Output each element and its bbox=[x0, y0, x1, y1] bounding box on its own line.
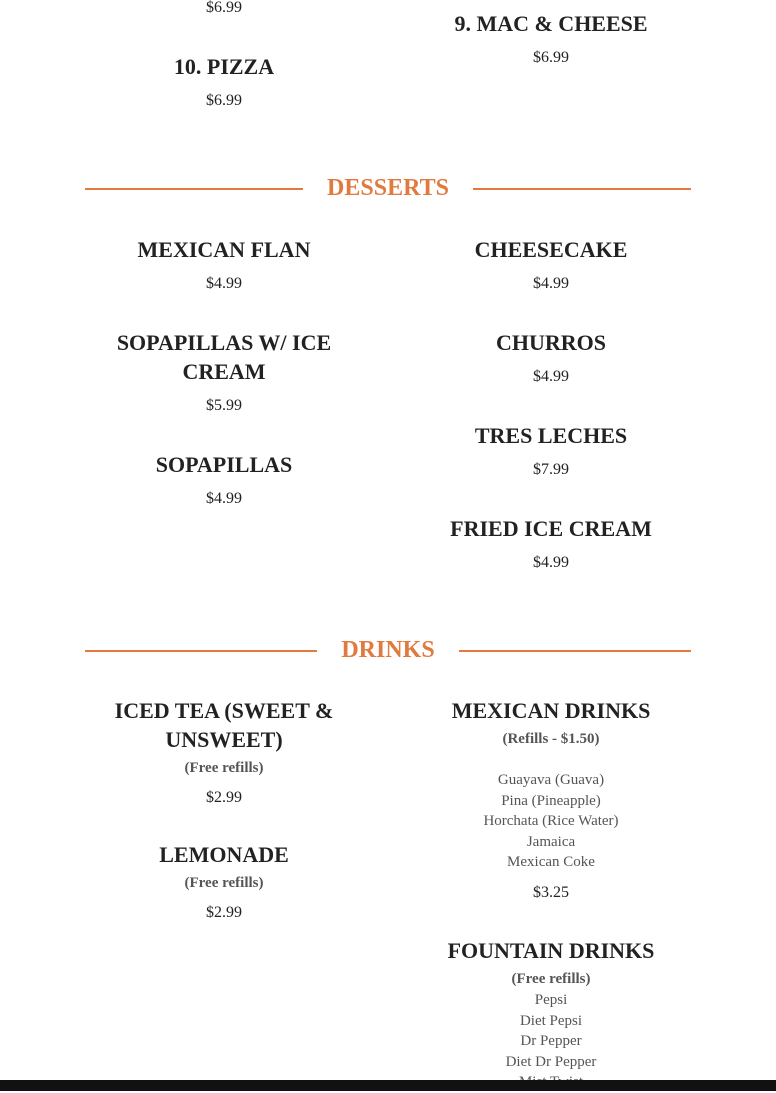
item-price: $4.99 bbox=[533, 275, 569, 292]
drink-option: Diet Pepsi bbox=[519, 1012, 583, 1029]
item-price: $4.99 bbox=[206, 490, 242, 507]
item-name-cheesecake: CHEESECAKE bbox=[474, 237, 628, 262]
item-price: $6.99 bbox=[206, 0, 242, 16]
drink-option: Pina (Pineapple) bbox=[501, 792, 601, 809]
item-name-sopapillas-ice-cream: SOPAPILLAS W/ ICE CREAM bbox=[116, 330, 332, 384]
item-price: $4.99 bbox=[533, 554, 569, 571]
section-divider-left bbox=[85, 650, 317, 652]
item-note: (Free refills) bbox=[184, 875, 264, 891]
item-price: $4.99 bbox=[533, 368, 569, 385]
section-title-desserts: DESSERTS bbox=[327, 175, 449, 201]
section-divider-left bbox=[85, 188, 303, 190]
item-price: $6.99 bbox=[206, 92, 242, 109]
item-name-iced-tea: ICED TEA (SWEET & UNSWEET) bbox=[114, 698, 334, 752]
item-price: $4.99 bbox=[206, 275, 242, 292]
drink-option: Diet Dr Pepper bbox=[505, 1053, 597, 1070]
item-price: $2.99 bbox=[206, 789, 242, 806]
item-name-sopapillas: SOPAPILLAS bbox=[155, 452, 293, 477]
item-name-mac-cheese: 9. MAC & CHEESE bbox=[454, 11, 648, 36]
drink-option: Guayava (Guava) bbox=[497, 772, 605, 788]
item-name-fountain-drinks: FOUNTAIN DRINKS bbox=[447, 938, 655, 963]
item-name-mexican-flan: MEXICAN FLAN bbox=[137, 237, 311, 262]
item-price: $7.99 bbox=[533, 461, 569, 478]
item-name-pizza: 10. PIZZA bbox=[173, 54, 275, 79]
section-divider-right bbox=[459, 650, 691, 652]
drink-option: Horchata (Rice Water) bbox=[483, 813, 619, 830]
section-title-drinks: DRINKS bbox=[341, 637, 435, 663]
item-name-fried-ice-cream: FRIED ICE CREAM bbox=[450, 516, 652, 541]
drink-option: Pepsi bbox=[534, 992, 568, 1008]
section-divider-right bbox=[473, 188, 691, 190]
bottom-bar bbox=[0, 1080, 776, 1091]
item-price: $2.99 bbox=[206, 904, 242, 921]
item-name-tres-leches: TRES LECHES bbox=[474, 423, 628, 448]
item-price: $6.99 bbox=[533, 49, 569, 66]
item-note: (Free refills) bbox=[184, 760, 264, 776]
drink-option: Dr Pepper bbox=[520, 1033, 582, 1050]
fountain-drinks-options bbox=[401, 990, 701, 1093]
item-name-mexican-drinks: MEXICAN DRINKS bbox=[451, 698, 651, 723]
item-name-lemonade: LEMONADE bbox=[159, 842, 289, 867]
item-name-churros: CHURROS bbox=[495, 330, 606, 355]
drink-option: Mexican Coke bbox=[507, 854, 595, 871]
drink-option: Jamaica bbox=[526, 833, 576, 850]
item-price: $3.25 bbox=[533, 884, 569, 901]
item-note: (Refills - $1.50) bbox=[502, 731, 600, 747]
item-price: $5.99 bbox=[206, 397, 242, 414]
mexican-drinks-options bbox=[401, 770, 701, 873]
item-note: (Free refills) bbox=[511, 971, 591, 987]
